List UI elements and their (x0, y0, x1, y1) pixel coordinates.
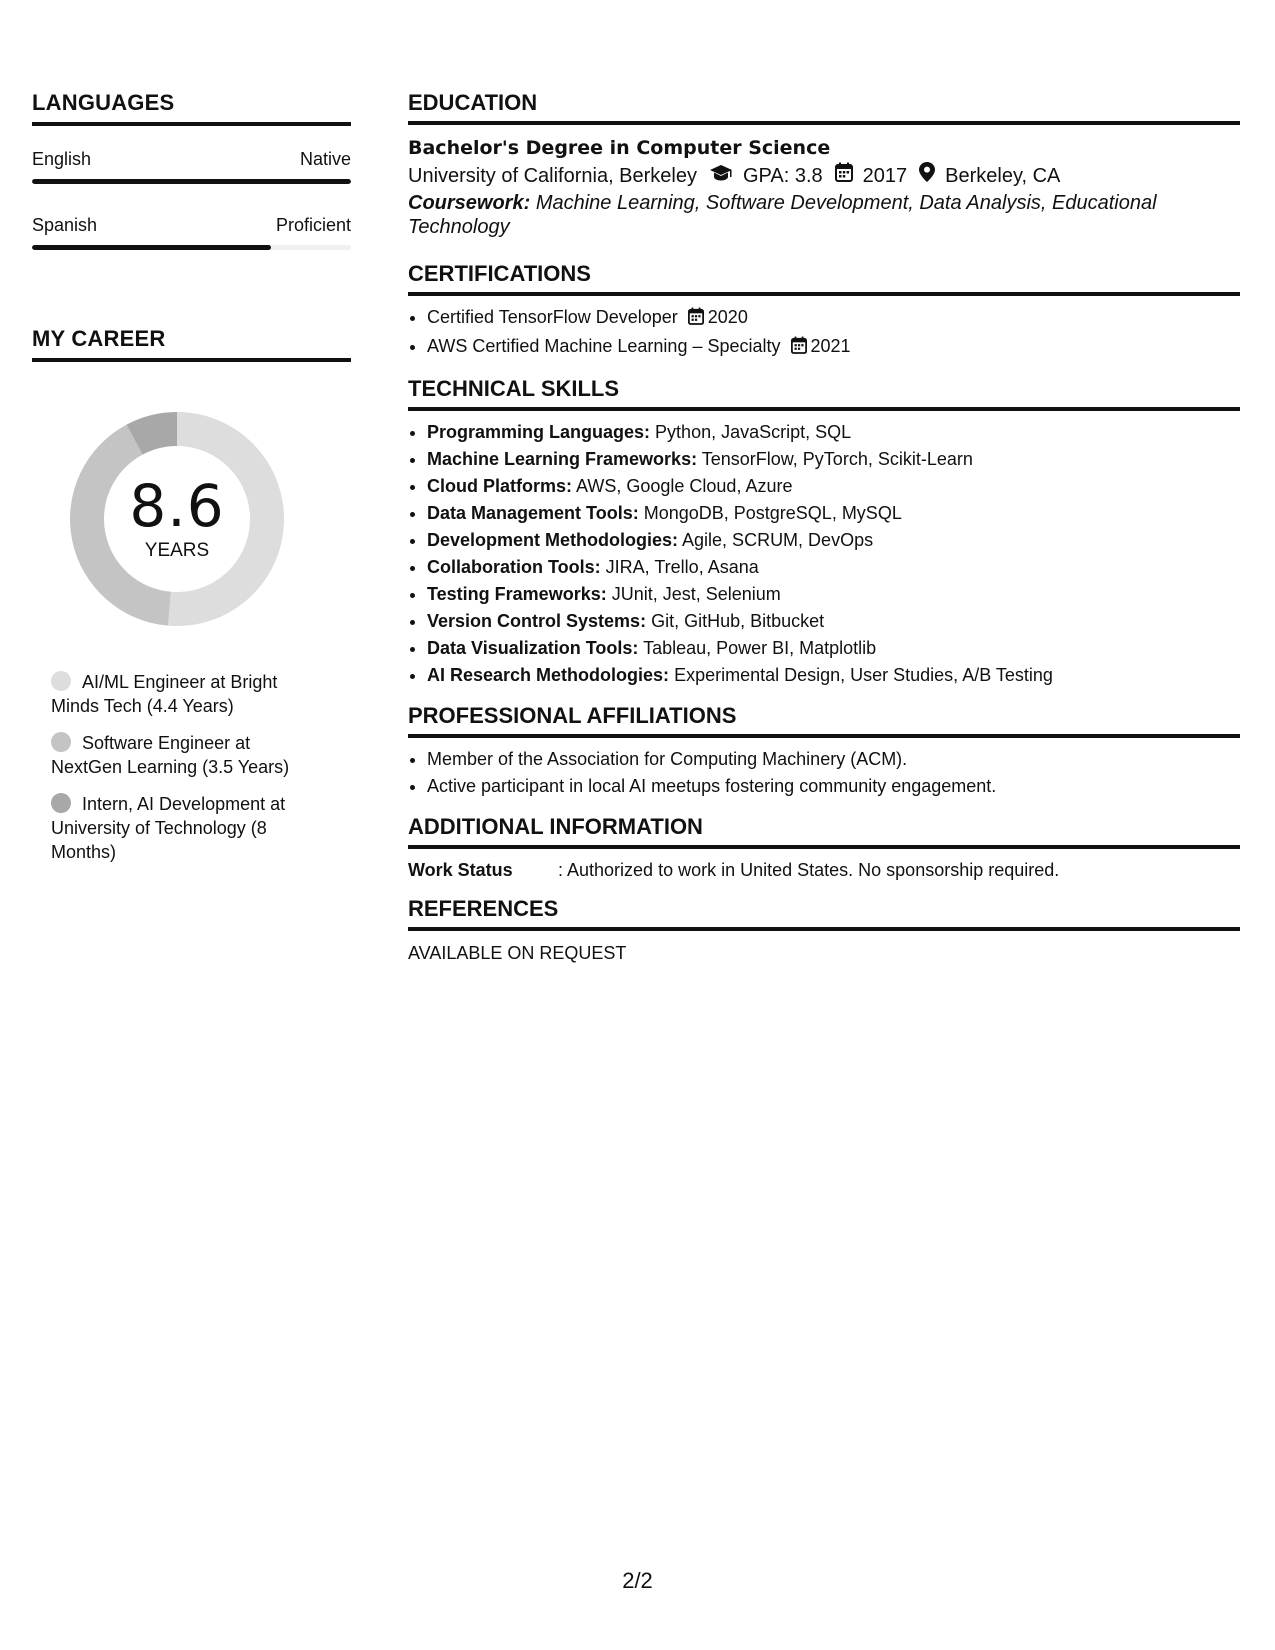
certification-year: 2020 (707, 307, 748, 327)
education-section (408, 90, 1240, 239)
legend-dot-icon (51, 671, 71, 691)
skills-heading: TECHNICAL SKILLS (408, 376, 1240, 411)
career-total-years: 8.6 (129, 472, 225, 540)
certifications-heading: CERTIFICATIONS (408, 261, 1240, 296)
career-legend-item (51, 792, 311, 864)
degree-title: Bachelor's Degree in Computer Science (408, 137, 831, 159)
map-pin-icon (919, 161, 935, 191)
certifications-list (408, 304, 1240, 362)
skill-value: Agile, SCRUM, DevOps (682, 530, 874, 550)
work-status-row (408, 858, 1240, 882)
calendar-icon (835, 161, 853, 191)
affiliation-item: • Member of the Association for Computing Machinery (ACM). (427, 746, 1240, 773)
references-section (408, 896, 1240, 965)
skill-item (427, 662, 1240, 689)
graduation-year: 2017 (862, 165, 908, 187)
certification-year: 2021 (810, 336, 851, 356)
skill-label: Collaboration Tools: (427, 557, 601, 577)
certification-item (427, 304, 1240, 333)
skill-value: AWS, Google Cloud, Azure (576, 476, 793, 496)
gpa: GPA: 3.8 (743, 165, 823, 187)
skill-label: Cloud Platforms: (427, 476, 573, 496)
language-level: Proficient (275, 215, 351, 235)
career-legend (51, 670, 311, 864)
career-donut-chart (62, 404, 292, 634)
coursework (408, 191, 1240, 239)
graduation-cap-icon (709, 161, 733, 191)
education-location: Berkeley, CA (945, 165, 1061, 187)
certifications-section (408, 261, 1240, 362)
career-legend-label: Software Engineer at NextGen Learning (3.5 Years) (51, 733, 290, 777)
skill-item (427, 581, 1240, 608)
page-number: 2/2 (622, 1568, 653, 1593)
education-meta (408, 161, 1240, 191)
affiliations-section (408, 703, 1240, 800)
skill-value: JIRA, Trello, Asana (605, 557, 759, 577)
certification-name: Certified TensorFlow Developer (427, 307, 678, 327)
additional-info-section (408, 814, 1240, 882)
language-name: Spanish (32, 215, 98, 235)
skills-list (408, 419, 1240, 689)
career-legend-label: Intern, AI Development at University of Technology (8 Months) (51, 794, 286, 862)
affiliations-heading: PROFESSIONAL AFFILIATIONS (408, 703, 1240, 738)
education-heading: EDUCATION (408, 90, 1240, 125)
language-level: Native (299, 149, 351, 169)
left-column (32, 90, 351, 877)
coursework-label: Coursework: (408, 192, 531, 214)
languages-heading: LANGUAGES (32, 90, 351, 126)
language-proficiency-bar (32, 179, 351, 184)
skill-value: MongoDB, PostgreSQL, MySQL (643, 503, 902, 523)
skill-value: Python, JavaScript, SQL (655, 422, 852, 442)
affiliations-list (408, 746, 1240, 800)
skill-value: Experimental Design, User Studies, A/B Testing (674, 665, 1053, 685)
language-proficiency-bar (32, 245, 351, 250)
skill-item (427, 635, 1240, 662)
skill-item (427, 608, 1240, 635)
skill-item (427, 554, 1240, 581)
language-name: English (32, 149, 92, 169)
skills-section (408, 376, 1240, 689)
additional-info-heading: ADDITIONAL INFORMATION (408, 814, 1240, 849)
skill-label: Development Methodologies: (427, 530, 679, 550)
skill-value: TensorFlow, PyTorch, Scikit-Learn (701, 449, 973, 469)
language-proficiency-fill (32, 179, 351, 184)
right-column (408, 90, 1240, 979)
skill-value: Git, GitHub, Bitbucket (651, 611, 825, 631)
skill-label: Data Management Tools: (427, 503, 639, 523)
career-legend-item (51, 670, 311, 718)
legend-dot-icon (51, 732, 71, 752)
skill-item (427, 446, 1240, 473)
skill-label: AI Research Methodologies: (427, 665, 670, 685)
donut-center (62, 404, 292, 634)
skill-label: Version Control Systems: (427, 611, 647, 631)
language-item (32, 148, 351, 184)
career-section (32, 326, 351, 864)
skill-label: Testing Frameworks: (427, 584, 607, 604)
references-text: AVAILABLE ON REQUEST (408, 943, 627, 963)
certification-name: AWS Certified Machine Learning – Specialty (427, 336, 781, 356)
work-status-label: Work Status (408, 860, 513, 880)
language-proficiency-fill (32, 245, 271, 250)
skill-item (427, 500, 1240, 527)
career-total-unit: YEARS (144, 540, 210, 561)
calendar-icon (688, 306, 704, 333)
school-name: University of California, Berkeley (408, 165, 697, 187)
coursework-list: Machine Learning, Software Development, Data Analysis, Educational Technology (408, 192, 1157, 238)
skill-item (427, 419, 1240, 446)
skill-value: Tableau, Power BI, Matplotlib (643, 638, 877, 658)
languages-section (32, 90, 351, 250)
skill-item (427, 473, 1240, 500)
career-legend-label: AI/ML Engineer at Bright Minds Tech (4.4 Years) (51, 672, 278, 716)
skill-label: Machine Learning Frameworks: (427, 449, 698, 469)
skill-label: Programming Languages: (427, 422, 651, 442)
legend-dot-icon (51, 793, 71, 813)
skill-value: JUnit, Jest, Selenium (611, 584, 781, 604)
certification-item (427, 333, 1240, 362)
career-legend-item (51, 731, 311, 779)
skill-label: Data Visualization Tools: (427, 638, 639, 658)
affiliation-item: • Active participant in local AI meetups fostering community engagement. (427, 773, 1240, 800)
references-heading: REFERENCES (408, 896, 1240, 931)
language-item (32, 214, 351, 250)
calendar-icon (791, 335, 807, 362)
skill-item (427, 527, 1240, 554)
career-heading: MY CAREER (32, 326, 351, 362)
work-status-value: : Authorized to work in United States. No sponsorship required. (558, 860, 1060, 880)
